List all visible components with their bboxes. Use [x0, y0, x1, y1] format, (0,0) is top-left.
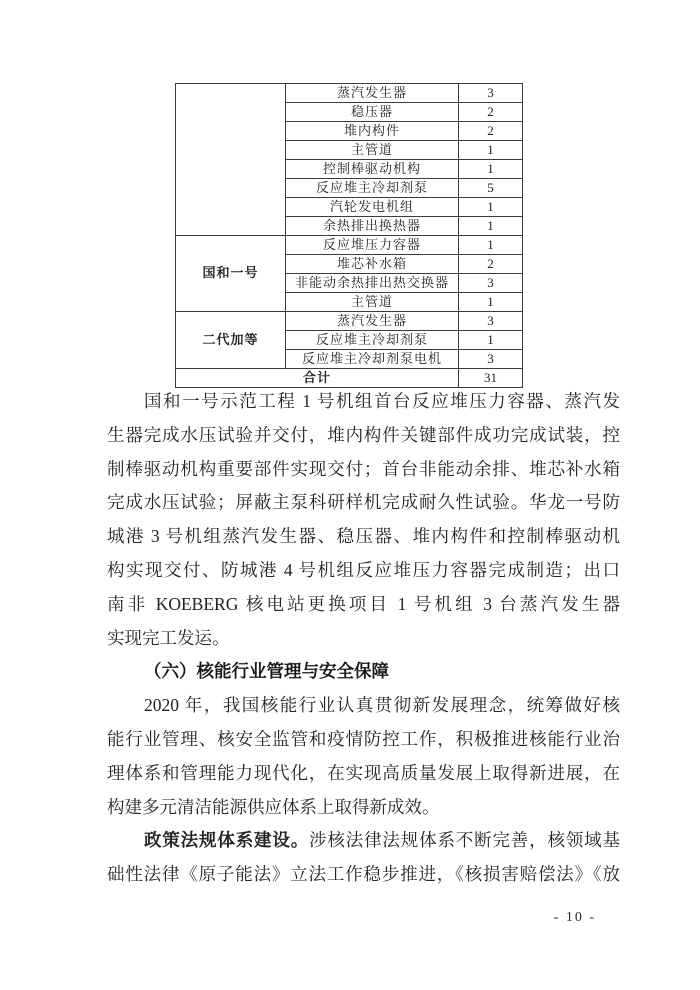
item-count-cell: 1 [459, 160, 523, 179]
item-name-cell: 反应堆主冷却剂泵电机 [286, 350, 459, 369]
item-count-cell: 1 [459, 217, 523, 236]
paragraph-line: 城港 3 号机组蒸汽发生器、稳压器、堆内构件和控制棒驱动机 [107, 526, 620, 547]
item-count-cell: 1 [459, 293, 523, 312]
item-name-cell: 反应堆主冷却剂泵 [286, 179, 459, 198]
table-row [176, 236, 523, 255]
group-label-cell [176, 84, 286, 236]
item-name-cell: 余热排出换热器 [286, 217, 459, 236]
paragraph-line: 理体系和管理能力现代化，在实现高质量发展上取得新进展，在 [107, 762, 620, 783]
item-count-cell: 3 [459, 350, 523, 369]
paragraph-line: 政策法规体系建设。涉核法律法规体系不断完善，核领域基 [144, 830, 620, 851]
item-count-cell: 3 [459, 312, 523, 331]
paragraph-line: 构实现交付、防城港 4 号机组反应堆压力容器完成制造；出口 [107, 559, 620, 580]
item-name-cell: 堆芯补水箱 [286, 255, 459, 274]
paragraph-line: 实现完工发运。 [107, 627, 230, 648]
item-name-cell: 汽轮发电机组 [286, 198, 459, 217]
item-count-cell: 3 [459, 84, 523, 103]
table-row [176, 312, 523, 331]
item-count-cell: 3 [459, 274, 523, 293]
item-name-cell: 非能动余热排出热交换器 [286, 274, 459, 293]
item-count-cell: 1 [459, 141, 523, 160]
item-name-cell: 控制棒驱动机构 [286, 160, 459, 179]
total-label-cell: 合计 [176, 369, 459, 388]
paragraph-line: 础性法律《原子能法》立法工作稳步推进，《核损害赔偿法》《放 [107, 864, 620, 885]
item-count-cell: 1 [459, 331, 523, 350]
paragraph-line: 2020 年，我国核能行业认真贯彻新发展理念，统筹做好核 [144, 695, 620, 716]
item-count-cell: 2 [459, 103, 523, 122]
paragraph-line: 制棒驱动机构重要部件实现交付；首台非能动余排、堆芯补水箱 [107, 458, 620, 479]
item-count-cell: 1 [459, 236, 523, 255]
equipment-table-body [176, 84, 523, 388]
paragraph-line: 能行业管理、核安全监管和疫情防控工作，积极推进核能行业治 [107, 728, 620, 749]
table-row [176, 84, 523, 103]
item-name-cell: 蒸汽发生器 [286, 84, 459, 103]
item-name-cell: 反应堆压力容器 [286, 236, 459, 255]
item-name-cell: 堆内构件 [286, 122, 459, 141]
item-count-cell: 2 [459, 122, 523, 141]
item-name-cell: 主管道 [286, 293, 459, 312]
page-number: - 10 - [553, 910, 596, 925]
total-value-cell: 31 [459, 369, 523, 388]
group-label-cell: 国和一号 [176, 236, 286, 312]
item-count-cell: 1 [459, 198, 523, 217]
paragraph-lead: 政策法规体系建设。 [144, 830, 310, 851]
equipment-table [175, 83, 523, 388]
item-name-cell: 稳压器 [286, 103, 459, 122]
paragraph-line: 生器完成水压试验并交付，堆内构件关键部件成功完成试装，控 [107, 424, 620, 445]
item-name-cell: 蒸汽发生器 [286, 312, 459, 331]
paragraph-line: 南非 KOEBERG 核电站更换项目 1 号机组 3 台蒸汽发生器 [107, 593, 620, 614]
section-heading: （六）核能行业管理与安全保障 [144, 661, 389, 682]
paragraph-line: 国和一号示范工程 1 号机组首台反应堆压力容器、蒸汽发 [144, 391, 620, 411]
group-label-cell: 二代加等 [176, 312, 286, 369]
item-count-cell: 5 [459, 179, 523, 198]
paragraph-line: 完成水压试验；屏蔽主泵科研样机完成耐久性试验。华龙一号防 [107, 492, 620, 513]
item-count-cell: 2 [459, 255, 523, 274]
body-text [107, 385, 620, 892]
paragraph-line: 构建多元清洁能源供应体系上取得新成效。 [107, 796, 440, 817]
item-name-cell: 反应堆主冷却剂泵 [286, 331, 459, 350]
item-name-cell: 主管道 [286, 141, 459, 160]
